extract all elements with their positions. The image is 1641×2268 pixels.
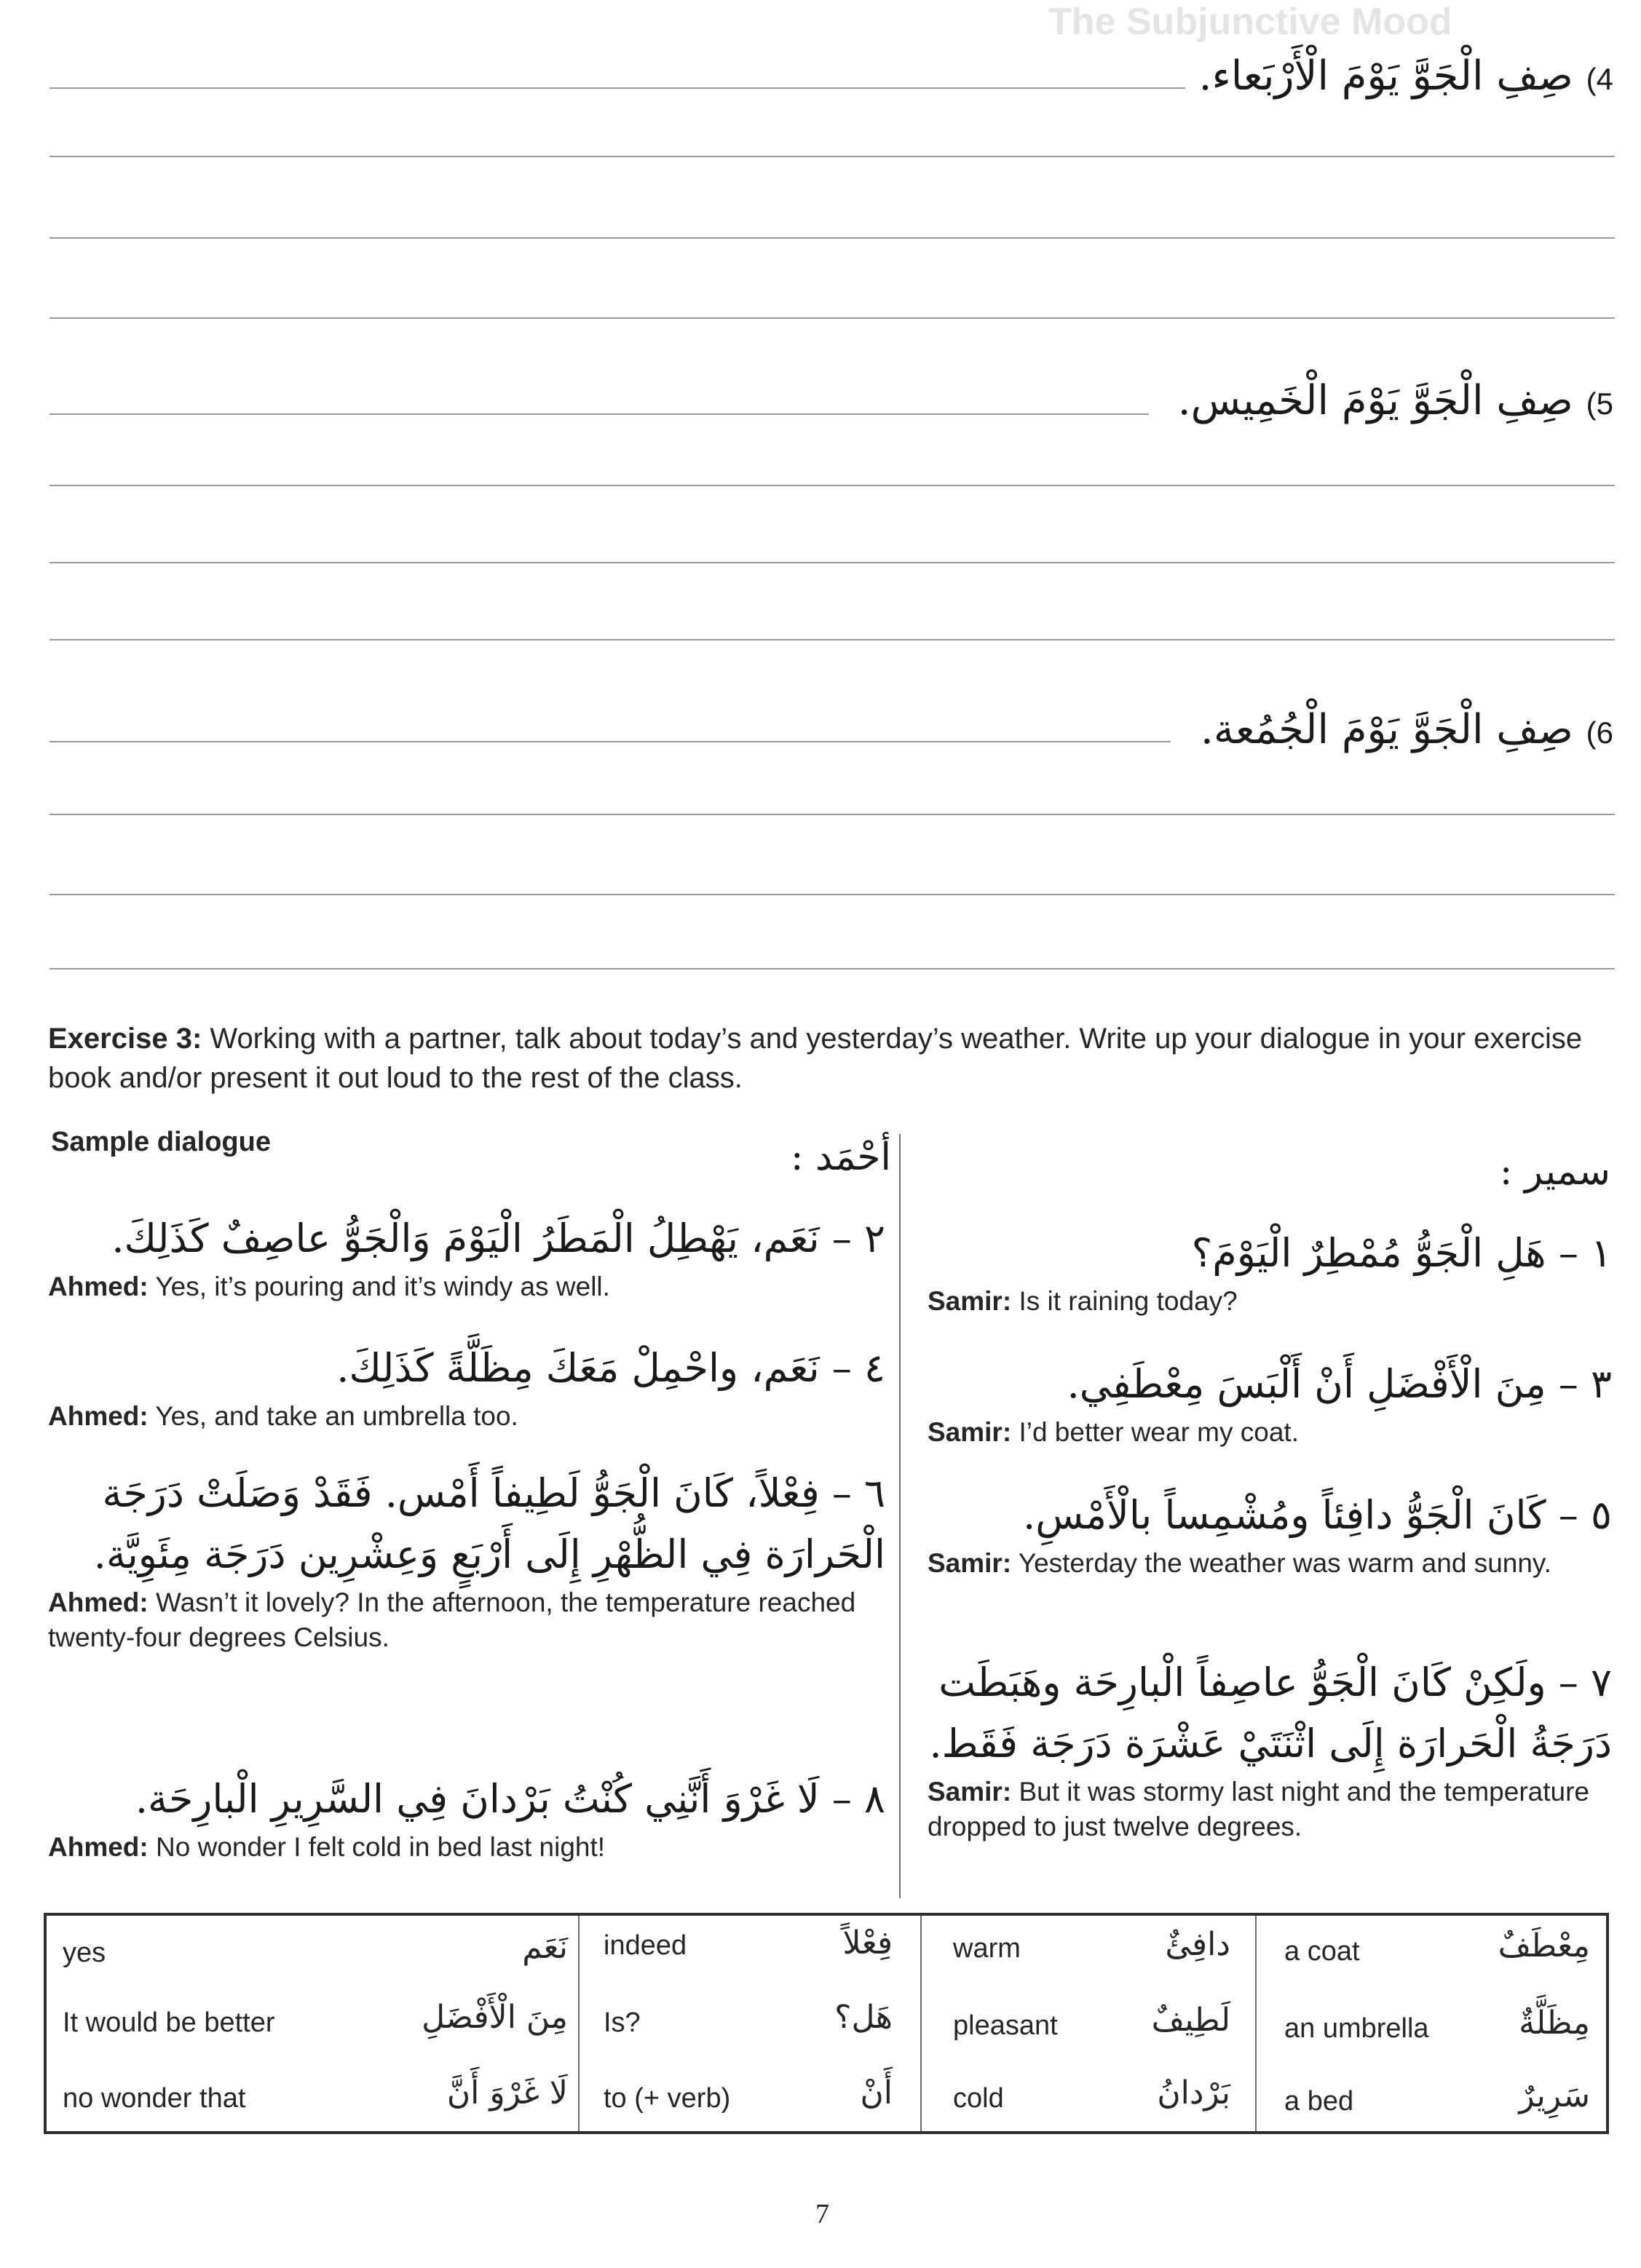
writing-line — [50, 639, 1615, 641]
speaker-name: Samir: — [928, 1548, 1012, 1578]
translation: Is it raining today? — [1019, 1286, 1238, 1316]
translation: But it was stormy last night and the temperature dropped to just twelve degrees. — [928, 1777, 1589, 1841]
vocab-english: yes — [63, 1938, 106, 1968]
vocab-english: indeed — [604, 1930, 687, 1961]
vocab-english: pleasant — [953, 2010, 1058, 2041]
page-number: 7 — [815, 2199, 829, 2229]
exercise-text: Working with a partner, talk about today’s and yesterday’s weather. Write up your dialogue in your exercise book and/or present it out loud to the rest of the class. — [48, 1023, 1583, 1094]
question-text: صِفِ الْجَوَّ يَوْمَ الْخَمِيس. — [1177, 377, 1573, 424]
writing-line — [50, 562, 1615, 563]
vocab-english: an umbrella — [1284, 2013, 1429, 2044]
speaker-name: Ahmed: — [48, 1832, 149, 1862]
vocab-arabic: لَطِيفٌ — [1151, 2002, 1230, 2039]
speaker-name: Samir: — [928, 1417, 1012, 1447]
vocab-arabic: مِظَلَّةٌ — [1519, 2005, 1590, 2042]
translation: Yesterday the weather was warm and sunny. — [1018, 1548, 1551, 1578]
speaker-name: Ahmed: — [48, 1272, 149, 1301]
writing-line — [50, 485, 1615, 486]
vocab-english: It would be better — [63, 2007, 275, 2038]
vocab-arabic: مِنَ الْأَفْضَلِ — [422, 1999, 568, 2036]
question-number: 5) — [1586, 386, 1613, 421]
sample-dialogue-title: Sample dialogue — [51, 1127, 271, 1157]
ahmed-heading: أحْمَد : — [791, 1135, 891, 1179]
translation: No wonder I felt cold in bed last night! — [156, 1832, 606, 1862]
vocab-english: Is? — [604, 2007, 641, 2038]
vocab-english: no wonder that — [63, 2083, 246, 2114]
translation: Yes, and take an umbrella too. — [155, 1401, 518, 1431]
arabic-line: ٨ – لَا غَرْوَ أَنَّنِي كُنْتُ بَرْدانَ فِي السَّرِيرِ الْبارِحَة. — [135, 1776, 885, 1822]
vocab-arabic: هَل؟ — [834, 1999, 893, 2036]
speaker-name: Samir: — [928, 1777, 1012, 1807]
arabic-line: ٦ – فِعْلاً، كَانَ الْجَوُّ لَطِيفاً أَمْس. فَقَدْ وَصَلَتْ دَرَجَة — [102, 1470, 885, 1516]
exercise-label: Exercise 3: — [48, 1023, 202, 1055]
vocab-arabic: لَا غَرْوَ أَنَّ — [446, 2074, 568, 2112]
vocab-arabic: نَعَم — [522, 1929, 568, 1966]
arabic-line: دَرَجَةُ الْحَرارَة إِلَى اثْنَتَيْ عَشْرَة دَرَجَة فَقَط. — [929, 1721, 1612, 1767]
column-divider — [899, 1134, 901, 1898]
speaker-name: Samir: — [928, 1286, 1012, 1316]
arabic-line: ٢ – نَعَم، يَهْطِلُ الْمَطَرُ الْيَوْمَ وَالْجَوُّ عاصِفٌ كَذَلِكَ. — [111, 1216, 885, 1261]
writing-line — [50, 87, 1185, 89]
vocab-arabic: مِعْطَفٌ — [1498, 1927, 1590, 1964]
vocab-arabic: فِعْلاً — [842, 1924, 893, 1962]
vocab-english: a bed — [1284, 2086, 1354, 2117]
samir-line-1 — [928, 1223, 1612, 1319]
translation: Yes, it’s pouring and it’s windy as well. — [155, 1272, 610, 1301]
speaker-name: Ahmed: — [48, 1587, 149, 1617]
arabic-line: ٤ – نَعَم، واحْمِلْ مَعَكَ مِظَلَّةً كَذَلِكَ. — [336, 1345, 885, 1391]
vocab-arabic: سَرِيرٌ — [1519, 2077, 1590, 2114]
vocab-english: warm — [953, 1933, 1021, 1964]
vocab-arabic: دافِئٌ — [1165, 1926, 1230, 1963]
ahmed-line-8 — [48, 1769, 885, 1865]
question-text: صِفِ الْجَوَّ يَوْمَ الْجُمُعة. — [1201, 706, 1573, 753]
samir-line-3 — [928, 1354, 1612, 1450]
writing-line — [50, 237, 1615, 239]
arabic-line: ٣ – مِنَ الْأَفْضَلِ أَنْ أَلْبَسَ مِعْطَفِي. — [1067, 1361, 1612, 1407]
question-4 — [1199, 52, 1613, 100]
vocab-arabic: بَرْدانُ — [1157, 2074, 1230, 2112]
ahmed-line-4 — [48, 1338, 885, 1434]
vocab-english: a coat — [1284, 1936, 1360, 1967]
table-divider — [1255, 1916, 1257, 2131]
table-divider — [920, 1916, 922, 2131]
writing-line — [50, 317, 1615, 319]
arabic-line: ٥ – كَانَ الْجَوُّ دافِئاً ومُشْمِساً بالْأَمْسِ. — [1023, 1492, 1612, 1538]
question-5 — [1178, 377, 1613, 424]
writing-line — [50, 814, 1615, 815]
writing-line — [50, 894, 1615, 895]
faint-page-header: The Subjunctive Mood — [1048, 1, 1452, 43]
samir-line-5 — [928, 1485, 1612, 1581]
question-text: صِفِ الْجَوَّ يَوْمَ الْأَرْبَعاء. — [1198, 52, 1573, 100]
arabic-line: الْحَرارَة فِي الظُّهْرِ إِلَى أَرْبَعٍ وَعِشْرِين دَرَجَة مِئَوِيَّة. — [93, 1531, 885, 1577]
samir-heading: سمير : — [1499, 1150, 1610, 1194]
writing-line — [50, 413, 1149, 415]
question-number: 4) — [1586, 62, 1613, 96]
samir-line-7 — [928, 1652, 1612, 1844]
vocab-arabic: أَنْ — [860, 2074, 893, 2112]
vocab-english: to (+ verb) — [604, 2083, 731, 2114]
translation: Wasn’t it lovely? In the afternoon, the temperature reached twenty-four degrees Celsius. — [48, 1587, 856, 1652]
exercise-3-instructions — [48, 1019, 1628, 1098]
writing-line — [50, 968, 1615, 970]
writing-line — [50, 741, 1171, 742]
question-number: 6) — [1586, 715, 1613, 750]
vocabulary-table — [44, 1913, 1609, 2134]
arabic-line: ٧ – ولَكِنْ كَانَ الْجَوُّ عاصِفاً الْبارِحَة وهَبَطَت — [938, 1660, 1612, 1705]
ahmed-line-2 — [48, 1208, 885, 1304]
arabic-line: ١ – هَلِ الْجَوُّ مُمْطِرٌ الْيَوْمَ؟ — [1191, 1230, 1612, 1276]
table-divider — [578, 1916, 580, 2131]
translation: I’d better wear my coat. — [1019, 1417, 1299, 1447]
writing-line — [50, 156, 1615, 157]
question-6 — [1201, 706, 1613, 753]
vocab-english: cold — [953, 2083, 1004, 2114]
speaker-name: Ahmed: — [48, 1401, 149, 1431]
ahmed-line-6 — [48, 1463, 885, 1655]
